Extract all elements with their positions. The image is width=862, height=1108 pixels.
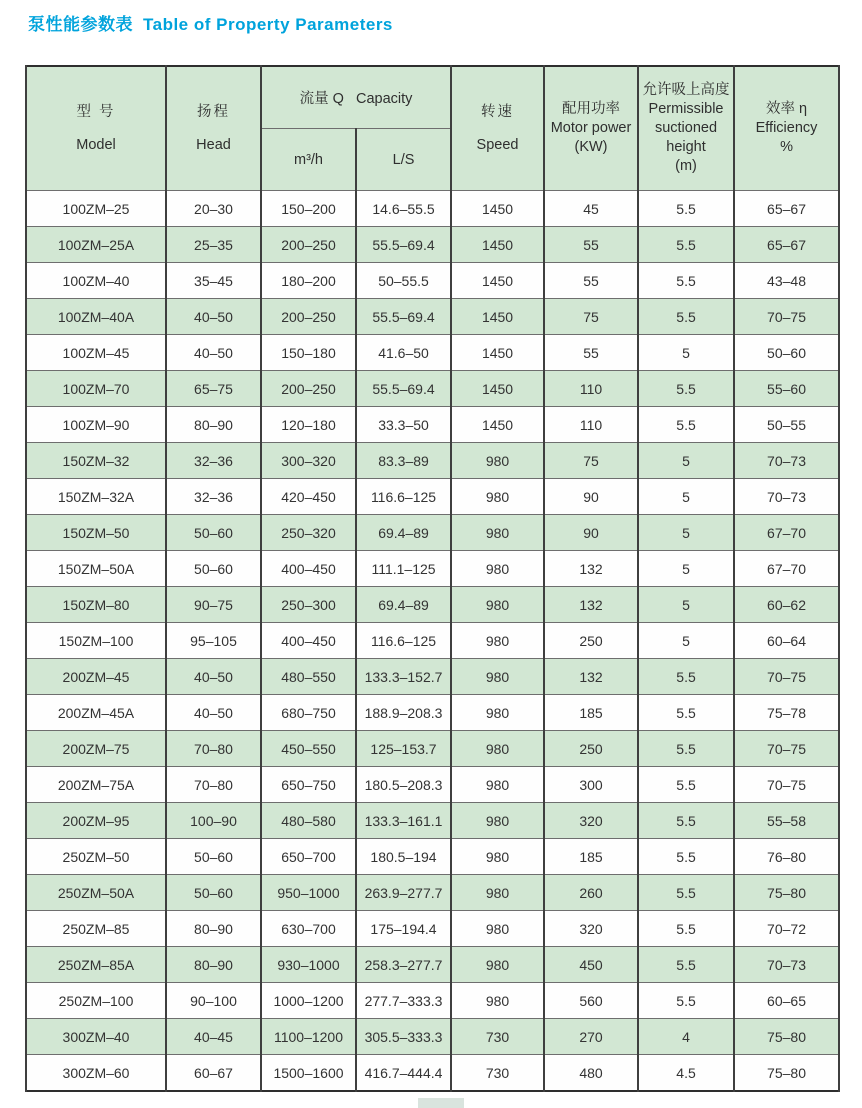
cell-motor-power: 450: [544, 947, 638, 983]
header-motor-power: [544, 66, 638, 191]
cell-suction-height: 5: [638, 587, 734, 623]
cell-speed: 980: [451, 839, 544, 875]
header-motor-power-unit: (KW): [574, 139, 608, 155]
cell-head: 60–67: [166, 1055, 261, 1092]
cell-capacity-ls: 116.6–125: [356, 479, 451, 515]
cell-capacity-m3h: 950–1000: [261, 875, 356, 911]
table-row: [26, 191, 839, 227]
cell-efficiency: 70–73: [734, 443, 839, 479]
cell-model: 250ZM–50A: [26, 875, 166, 911]
cell-head: 80–90: [166, 407, 261, 443]
cell-head: 25–35: [166, 227, 261, 263]
cell-efficiency: 70–72: [734, 911, 839, 947]
cell-model: 200ZM–95: [26, 803, 166, 839]
table-row: [26, 839, 839, 875]
table-row: [26, 407, 839, 443]
table-row: [26, 227, 839, 263]
cell-head: 40–45: [166, 1019, 261, 1055]
cell-capacity-m3h: 120–180: [261, 407, 356, 443]
cell-motor-power: 480: [544, 1055, 638, 1092]
cell-head: 50–60: [166, 551, 261, 587]
header-speed-en: Speed: [476, 136, 519, 153]
cell-head: 50–60: [166, 875, 261, 911]
cell-capacity-m3h: 180–200: [261, 263, 356, 299]
cell-capacity-m3h: 930–1000: [261, 947, 356, 983]
header-model-en: Model: [76, 136, 116, 153]
cell-motor-power: 320: [544, 803, 638, 839]
cell-speed: 1450: [451, 299, 544, 335]
cell-capacity-m3h: 630–700: [261, 911, 356, 947]
header-motor-power-zh: 配用功率: [562, 101, 621, 117]
cell-suction-height: 5: [638, 623, 734, 659]
cell-motor-power: 110: [544, 371, 638, 407]
cell-model: 250ZM–50: [26, 839, 166, 875]
cell-capacity-m3h: 200–250: [261, 227, 356, 263]
cell-model: 250ZM–85A: [26, 947, 166, 983]
cell-suction-height: 4: [638, 1019, 734, 1055]
cell-speed: 980: [451, 875, 544, 911]
cell-efficiency: 70–75: [734, 299, 839, 335]
cell-efficiency: 67–70: [734, 551, 839, 587]
cell-speed: 980: [451, 983, 544, 1019]
cell-head: 80–90: [166, 947, 261, 983]
cell-speed: 980: [451, 479, 544, 515]
cell-motor-power: 132: [544, 659, 638, 695]
cell-head: 40–50: [166, 335, 261, 371]
cell-motor-power: 320: [544, 911, 638, 947]
table-row: [26, 803, 839, 839]
cell-model: 100ZM–70: [26, 371, 166, 407]
cell-capacity-m3h: 200–250: [261, 299, 356, 335]
header-head-en: Head: [196, 136, 231, 153]
cell-suction-height: 5.5: [638, 911, 734, 947]
cell-motor-power: 55: [544, 263, 638, 299]
table-row: [26, 623, 839, 659]
cell-capacity-ls: 180.5–194: [356, 839, 451, 875]
cell-capacity-ls: 258.3–277.7: [356, 947, 451, 983]
table-row: [26, 911, 839, 947]
page-artifact: [418, 1098, 464, 1108]
cell-head: 70–80: [166, 767, 261, 803]
cell-model: 100ZM–25: [26, 191, 166, 227]
cell-speed: 1450: [451, 335, 544, 371]
cell-motor-power: 250: [544, 623, 638, 659]
cell-model: 150ZM–50: [26, 515, 166, 551]
cell-speed: 980: [451, 803, 544, 839]
header-efficiency-en: Efficiency: [755, 120, 818, 136]
cell-head: 40–50: [166, 299, 261, 335]
header-suction-zh: 允许吸上高度: [642, 82, 730, 98]
cell-motor-power: 45: [544, 191, 638, 227]
cell-capacity-m3h: 1500–1600: [261, 1055, 356, 1092]
cell-speed: 1450: [451, 263, 544, 299]
cell-capacity-ls: 83.3–89: [356, 443, 451, 479]
cell-head: 32–36: [166, 443, 261, 479]
cell-model: 300ZM–60: [26, 1055, 166, 1092]
cell-motor-power: 560: [544, 983, 638, 1019]
cell-suction-height: 5: [638, 479, 734, 515]
header-suction-en3: height: [666, 139, 706, 155]
cell-motor-power: 75: [544, 299, 638, 335]
cell-capacity-m3h: 150–180: [261, 335, 356, 371]
table-row: [26, 551, 839, 587]
cell-suction-height: 5.5: [638, 875, 734, 911]
cell-head: 40–50: [166, 659, 261, 695]
header-model-zh: 型 号: [76, 103, 116, 120]
cell-head: 95–105: [166, 623, 261, 659]
cell-capacity-ls: 188.9–208.3: [356, 695, 451, 731]
cell-capacity-m3h: 300–320: [261, 443, 356, 479]
cell-capacity-ls: 55.5–69.4: [356, 299, 451, 335]
table-row: [26, 695, 839, 731]
cell-efficiency: 70–75: [734, 767, 839, 803]
cell-motor-power: 55: [544, 227, 638, 263]
cell-model: 150ZM–32: [26, 443, 166, 479]
cell-head: 90–100: [166, 983, 261, 1019]
cell-capacity-ls: 133.3–152.7: [356, 659, 451, 695]
table-row: [26, 515, 839, 551]
cell-capacity-m3h: 650–750: [261, 767, 356, 803]
cell-speed: 980: [451, 695, 544, 731]
cell-speed: 980: [451, 587, 544, 623]
cell-efficiency: 50–60: [734, 335, 839, 371]
cell-speed: 980: [451, 623, 544, 659]
cell-capacity-ls: 305.5–333.3: [356, 1019, 451, 1055]
cell-head: 65–75: [166, 371, 261, 407]
cell-motor-power: 270: [544, 1019, 638, 1055]
cell-suction-height: 5.5: [638, 803, 734, 839]
cell-capacity-ls: 133.3–161.1: [356, 803, 451, 839]
cell-capacity-m3h: 450–550: [261, 731, 356, 767]
cell-capacity-ls: 41.6–50: [356, 335, 451, 371]
cell-model: 150ZM–32A: [26, 479, 166, 515]
property-parameters-table: [25, 65, 840, 1092]
cell-suction-height: 5.5: [638, 227, 734, 263]
cell-capacity-ls: 416.7–444.4: [356, 1055, 451, 1092]
cell-efficiency: 75–80: [734, 1019, 839, 1055]
cell-efficiency: 67–70: [734, 515, 839, 551]
cell-motor-power: 132: [544, 551, 638, 587]
cell-capacity-ls: 55.5–69.4: [356, 371, 451, 407]
cell-suction-height: 5.5: [638, 299, 734, 335]
table-row: [26, 299, 839, 335]
cell-efficiency: 70–73: [734, 947, 839, 983]
cell-efficiency: 60–65: [734, 983, 839, 1019]
header-efficiency-zh: 效率 η: [765, 101, 808, 117]
cell-model: 100ZM–45: [26, 335, 166, 371]
table-header: [26, 66, 839, 191]
cell-capacity-m3h: 1000–1200: [261, 983, 356, 1019]
header-efficiency-unit: %: [780, 139, 793, 155]
cell-efficiency: 43–48: [734, 263, 839, 299]
cell-motor-power: 110: [544, 407, 638, 443]
table-row: [26, 479, 839, 515]
header-head-zh: 扬程: [197, 103, 230, 120]
cell-capacity-m3h: 480–550: [261, 659, 356, 695]
table-row: [26, 587, 839, 623]
cell-suction-height: 5.5: [638, 839, 734, 875]
cell-motor-power: 132: [544, 587, 638, 623]
header-head: [166, 66, 261, 191]
table-row: [26, 731, 839, 767]
header-suction-en1: Permissible: [648, 101, 724, 117]
cell-suction-height: 5.5: [638, 659, 734, 695]
cell-model: 200ZM–75A: [26, 767, 166, 803]
cell-model: 100ZM–25A: [26, 227, 166, 263]
cell-model: 250ZM–85: [26, 911, 166, 947]
header-efficiency: [734, 66, 839, 191]
cell-head: 70–80: [166, 731, 261, 767]
cell-capacity-ls: 125–153.7: [356, 731, 451, 767]
cell-suction-height: 5.5: [638, 983, 734, 1019]
cell-capacity-m3h: 400–450: [261, 623, 356, 659]
page-title: [28, 10, 393, 35]
cell-efficiency: 60–62: [734, 587, 839, 623]
cell-motor-power: 90: [544, 479, 638, 515]
cell-efficiency: 75–80: [734, 1055, 839, 1092]
cell-speed: 980: [451, 731, 544, 767]
header-motor-power-en: Motor power: [550, 120, 632, 136]
cell-efficiency: 55–58: [734, 803, 839, 839]
cell-model: 200ZM–45A: [26, 695, 166, 731]
cell-capacity-ls: 55.5–69.4: [356, 227, 451, 263]
table-body: [26, 191, 839, 1092]
cell-suction-height: 5.5: [638, 191, 734, 227]
cell-suction-height: 5.5: [638, 767, 734, 803]
cell-efficiency: 75–78: [734, 695, 839, 731]
cell-suction-height: 5.5: [638, 731, 734, 767]
cell-capacity-m3h: 400–450: [261, 551, 356, 587]
cell-speed: 1450: [451, 227, 544, 263]
cell-efficiency: 75–80: [734, 875, 839, 911]
cell-capacity-m3h: 250–320: [261, 515, 356, 551]
cell-capacity-ls: 111.1–125: [356, 551, 451, 587]
cell-capacity-m3h: 420–450: [261, 479, 356, 515]
cell-head: 50–60: [166, 515, 261, 551]
table-row: [26, 1019, 839, 1055]
cell-efficiency: 55–60: [734, 371, 839, 407]
cell-motor-power: 300: [544, 767, 638, 803]
cell-speed: 730: [451, 1019, 544, 1055]
page-title-zh: 泵性能参数表: [28, 15, 133, 34]
table-row: [26, 263, 839, 299]
header-capacity-zh: 流量 Q: [299, 91, 344, 107]
cell-capacity-m3h: 150–200: [261, 191, 356, 227]
cell-motor-power: 260: [544, 875, 638, 911]
cell-capacity-ls: 277.7–333.3: [356, 983, 451, 1019]
cell-efficiency: 70–73: [734, 479, 839, 515]
header-capacity-ls: L/S: [356, 129, 451, 191]
header-suction-en2: suctioned: [654, 120, 718, 136]
cell-model: 250ZM–100: [26, 983, 166, 1019]
page-title-en: Table of Property Parameters: [143, 15, 393, 34]
cell-head: 20–30: [166, 191, 261, 227]
cell-capacity-m3h: 650–700: [261, 839, 356, 875]
cell-suction-height: 5.5: [638, 263, 734, 299]
table-row: [26, 947, 839, 983]
cell-suction-height: 5.5: [638, 947, 734, 983]
cell-model: 150ZM–50A: [26, 551, 166, 587]
cell-model: 100ZM–40A: [26, 299, 166, 335]
cell-speed: 1450: [451, 407, 544, 443]
cell-head: 100–90: [166, 803, 261, 839]
cell-capacity-ls: 69.4–89: [356, 587, 451, 623]
table-row: [26, 371, 839, 407]
cell-suction-height: 5: [638, 443, 734, 479]
table-row: [26, 875, 839, 911]
cell-capacity-ls: 116.6–125: [356, 623, 451, 659]
cell-efficiency: 76–80: [734, 839, 839, 875]
cell-speed: 980: [451, 767, 544, 803]
cell-suction-height: 5: [638, 551, 734, 587]
cell-motor-power: 185: [544, 695, 638, 731]
cell-model: 200ZM–45: [26, 659, 166, 695]
cell-speed: 1450: [451, 191, 544, 227]
cell-head: 80–90: [166, 911, 261, 947]
cell-efficiency: 50–55: [734, 407, 839, 443]
header-suction-unit: (m): [675, 158, 697, 174]
header-model: [26, 66, 166, 191]
cell-suction-height: 4.5: [638, 1055, 734, 1092]
cell-suction-height: 5.5: [638, 695, 734, 731]
cell-model: 150ZM–80: [26, 587, 166, 623]
cell-capacity-m3h: 680–750: [261, 695, 356, 731]
cell-speed: 980: [451, 551, 544, 587]
cell-efficiency: 70–75: [734, 659, 839, 695]
header-capacity-m3h: m³/h: [261, 129, 356, 191]
table-row: [26, 983, 839, 1019]
cell-head: 40–50: [166, 695, 261, 731]
cell-capacity-ls: 33.3–50: [356, 407, 451, 443]
cell-efficiency: 60–64: [734, 623, 839, 659]
cell-capacity-ls: 69.4–89: [356, 515, 451, 551]
table-row: [26, 767, 839, 803]
header-speed-zh: 转速: [481, 103, 515, 120]
cell-motor-power: 55: [544, 335, 638, 371]
cell-capacity-ls: 14.6–55.5: [356, 191, 451, 227]
cell-efficiency: 65–67: [734, 227, 839, 263]
cell-head: 35–45: [166, 263, 261, 299]
table-row: [26, 659, 839, 695]
cell-efficiency: 70–75: [734, 731, 839, 767]
cell-motor-power: 185: [544, 839, 638, 875]
cell-model: 200ZM–75: [26, 731, 166, 767]
cell-model: 150ZM–100: [26, 623, 166, 659]
cell-efficiency: 65–67: [734, 191, 839, 227]
table-row: [26, 1055, 839, 1092]
cell-speed: 730: [451, 1055, 544, 1092]
cell-capacity-m3h: 250–300: [261, 587, 356, 623]
table-row: [26, 335, 839, 371]
table-row: [26, 443, 839, 479]
cell-speed: 980: [451, 947, 544, 983]
cell-speed: 980: [451, 659, 544, 695]
cell-suction-height: 5.5: [638, 407, 734, 443]
cell-capacity-ls: 263.9–277.7: [356, 875, 451, 911]
cell-capacity-m3h: 200–250: [261, 371, 356, 407]
cell-model: 300ZM–40: [26, 1019, 166, 1055]
cell-capacity-m3h: 480–580: [261, 803, 356, 839]
cell-motor-power: 90: [544, 515, 638, 551]
header-speed: [451, 66, 544, 191]
cell-capacity-m3h: 1100–1200: [261, 1019, 356, 1055]
cell-model: 100ZM–90: [26, 407, 166, 443]
cell-speed: 980: [451, 911, 544, 947]
cell-model: 100ZM–40: [26, 263, 166, 299]
cell-motor-power: 250: [544, 731, 638, 767]
cell-capacity-ls: 180.5–208.3: [356, 767, 451, 803]
cell-head: 90–75: [166, 587, 261, 623]
cell-head: 32–36: [166, 479, 261, 515]
header-capacity-en: Capacity: [356, 91, 413, 107]
header-capacity: [261, 66, 451, 129]
cell-speed: 980: [451, 443, 544, 479]
cell-head: 50–60: [166, 839, 261, 875]
cell-suction-height: 5: [638, 515, 734, 551]
cell-capacity-ls: 175–194.4: [356, 911, 451, 947]
cell-capacity-ls: 50–55.5: [356, 263, 451, 299]
cell-speed: 980: [451, 515, 544, 551]
cell-suction-height: 5: [638, 335, 734, 371]
header-suction-height: [638, 66, 734, 191]
cell-motor-power: 75: [544, 443, 638, 479]
cell-speed: 1450: [451, 371, 544, 407]
cell-suction-height: 5.5: [638, 371, 734, 407]
